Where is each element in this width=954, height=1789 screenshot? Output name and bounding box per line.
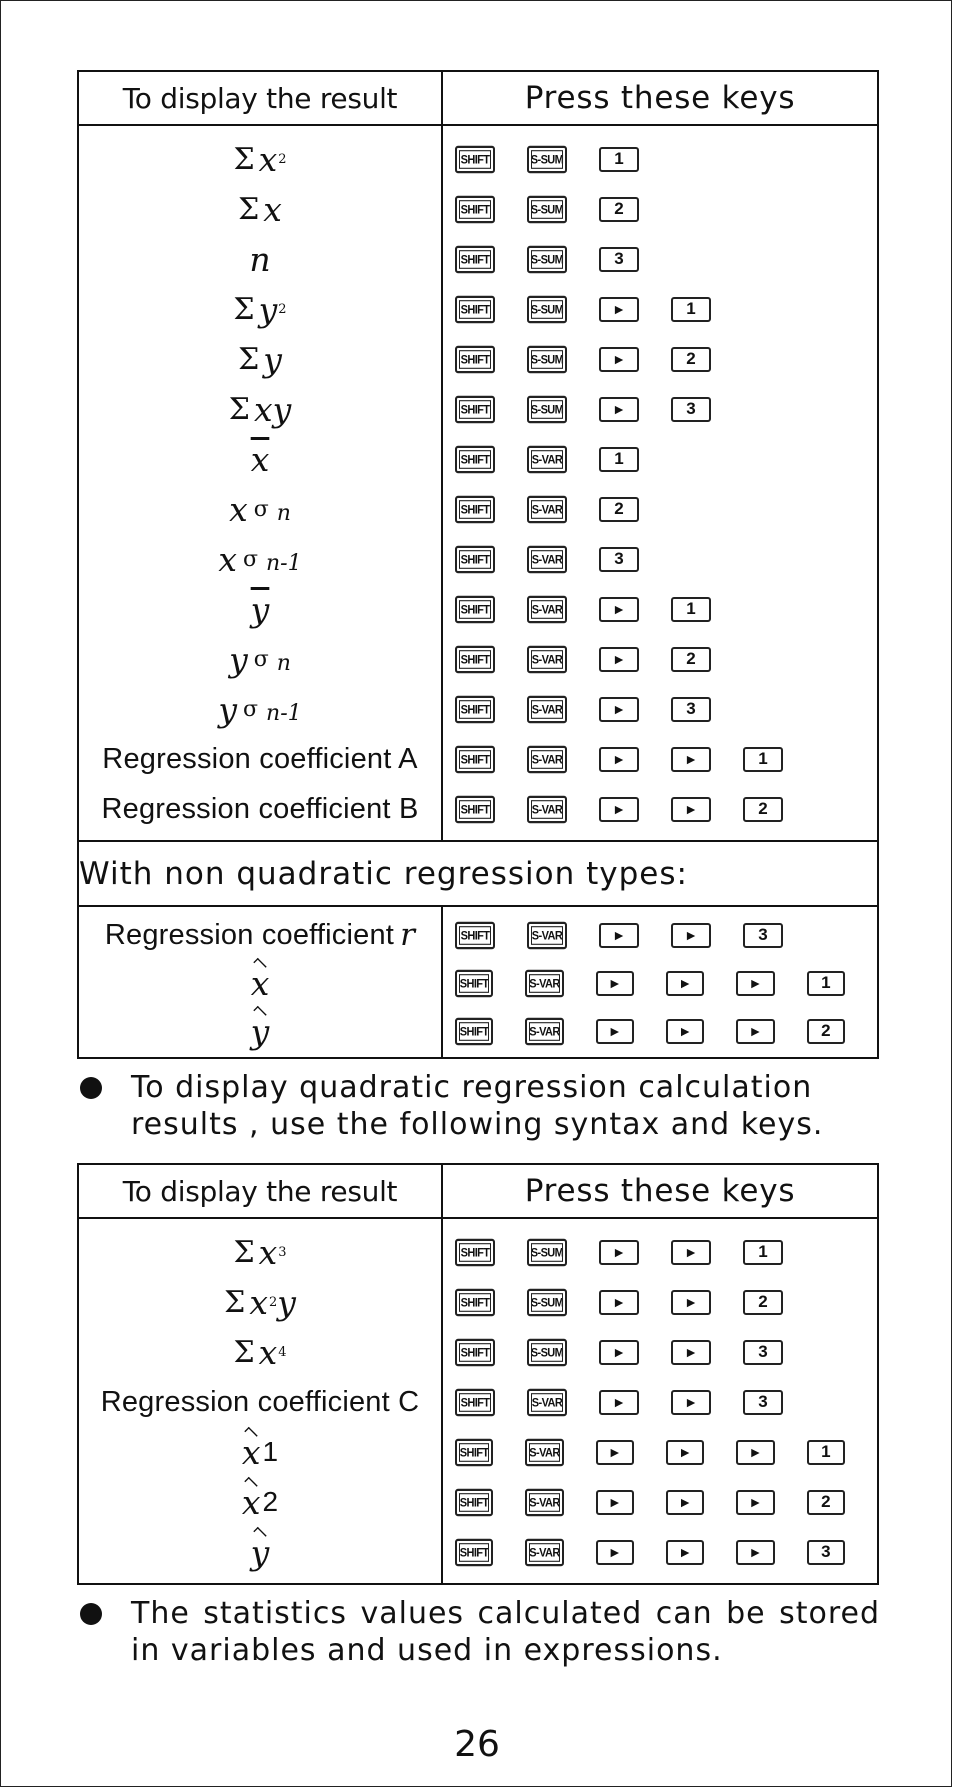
key-shift: SHIFT [455, 195, 495, 223]
key-sequence-row [443, 684, 877, 734]
key-s-var: S-VAR [525, 1438, 563, 1466]
key-s-sum: S-SUM [527, 195, 567, 223]
key-shift: SHIFT [455, 595, 495, 623]
key-right-arrow: ► [666, 971, 704, 996]
key-right-arrow: ► [596, 1490, 634, 1515]
keys-column [442, 125, 878, 841]
key-shift: SHIFT [455, 1017, 493, 1045]
key-right-arrow: ► [736, 1540, 774, 1565]
result-column-2 [78, 906, 442, 1058]
key-right-arrow: ► [599, 647, 639, 672]
key-2: 2 [807, 1490, 845, 1515]
key-shift: SHIFT [455, 1288, 495, 1316]
key-s-var: S-VAR [525, 969, 563, 997]
result-y-mean: $\overline{y}$ [250, 589, 270, 629]
key-3: 3 [599, 547, 639, 572]
result-column [78, 125, 442, 841]
key-s-var: S-VAR [525, 1488, 563, 1516]
key-s-var: S-VAR [527, 545, 567, 573]
key-right-arrow: ► [736, 1490, 774, 1515]
bullet-paragraph-1 [80, 1069, 880, 1143]
key-sequence-row [443, 911, 877, 959]
key-sequence-row [443, 184, 877, 234]
bullet-text-2: The statistics values calculated can be stored in variables and used in expressions. [131, 1596, 880, 1668]
key-s-sum: S-SUM [527, 145, 567, 173]
key-sequence-row [443, 1477, 877, 1527]
key-sequence-row [443, 134, 877, 184]
key-shift: SHIFT [455, 695, 495, 723]
key-sequence-row [443, 734, 877, 784]
key-shift: SHIFT [455, 445, 495, 473]
key-s-sum: S-SUM [527, 295, 567, 323]
key-right-arrow: ► [599, 747, 639, 772]
key-2: 2 [599, 197, 639, 222]
key-s-var: S-VAR [527, 595, 567, 623]
result-n: n [249, 239, 271, 279]
header-keys: Press these keys [442, 1164, 878, 1218]
regression-r-label: Regression coefficient [104, 918, 395, 951]
result-x-mean: $\overline{x}$ [250, 439, 270, 479]
key-shift: SHIFT [455, 1538, 493, 1566]
bullet-text-1: To display quadratic regression calculation results , use the following syntax and keys. [131, 1070, 824, 1142]
key-sequence-row [443, 784, 877, 834]
key-1: 1 [807, 971, 845, 996]
key-right-arrow: ► [596, 1440, 634, 1465]
key-2: 2 [743, 1290, 783, 1315]
key-s-sum: S-SUM [527, 395, 567, 423]
key-sequence-row [443, 1377, 877, 1427]
key-sequence-row [443, 959, 877, 1007]
result-column-3 [78, 1218, 442, 1584]
result-regression-b: Regression coefficient B [101, 792, 419, 825]
result-x-sigma-n-1: x σ n-1 [218, 539, 302, 579]
key-right-arrow: ► [599, 1340, 639, 1365]
key-shift: SHIFT [455, 545, 495, 573]
result-y-sigma-n-1: y σ n-1 [218, 689, 302, 729]
key-sequence-row [443, 1277, 877, 1327]
key-1: 1 [671, 597, 711, 622]
key-shift: SHIFT [455, 495, 495, 523]
key-right-arrow: ► [666, 1540, 704, 1565]
key-shift: SHIFT [455, 145, 495, 173]
key-right-arrow: ► [599, 397, 639, 422]
key-right-arrow: ► [736, 971, 774, 996]
key-right-arrow: ► [671, 1290, 711, 1315]
key-right-arrow: ► [671, 1240, 711, 1265]
key-right-arrow: ► [736, 1019, 774, 1044]
bullet-icon [80, 1077, 102, 1099]
result-sum-x-fourth: Σ x 4 [233, 1332, 287, 1372]
key-sequence-row [443, 284, 877, 334]
key-2: 2 [807, 1019, 845, 1044]
key-1: 1 [807, 1440, 845, 1465]
key-2: 2 [599, 497, 639, 522]
key-right-arrow: ► [666, 1490, 704, 1515]
key-sequence-row [443, 1527, 877, 1577]
key-right-arrow: ► [671, 923, 711, 948]
bullet-paragraph-2 [80, 1595, 880, 1669]
key-sequence-row [443, 634, 877, 684]
key-3: 3 [671, 697, 711, 722]
result-y-hat-2: y [250, 1532, 270, 1572]
key-right-arrow: ► [599, 597, 639, 622]
key-s-var: S-VAR [525, 1017, 563, 1045]
key-shift: SHIFT [455, 1388, 495, 1416]
key-shift: SHIFT [455, 645, 495, 673]
key-1: 1 [743, 747, 783, 772]
key-1: 1 [599, 447, 639, 472]
results-table-1 [77, 70, 879, 1059]
key-s-var: S-VAR [527, 695, 567, 723]
keys-column-2 [442, 906, 878, 1058]
regression-r-var: r [400, 917, 416, 953]
key-1: 1 [671, 297, 711, 322]
result-sum-xy: Σ xy [228, 389, 292, 429]
key-s-sum: S-SUM [527, 1338, 567, 1366]
key-s-var: S-VAR [527, 921, 567, 949]
key-s-var: S-VAR [527, 745, 567, 773]
key-shift: SHIFT [455, 921, 495, 949]
result-sum-y: Σ y [238, 339, 282, 379]
result-regression-a: Regression coefficient A [102, 742, 418, 775]
key-shift: SHIFT [455, 969, 493, 997]
results-table-2 [77, 1163, 879, 1585]
key-right-arrow: ► [596, 1540, 634, 1565]
key-right-arrow: ► [671, 797, 711, 822]
key-1: 1 [743, 1240, 783, 1265]
key-sequence-row [443, 1327, 877, 1377]
key-sequence-row [443, 234, 877, 284]
key-right-arrow: ► [736, 1440, 774, 1465]
key-shift: SHIFT [455, 1238, 495, 1266]
key-sequence-row [443, 534, 877, 584]
result-y-hat: y [250, 1011, 270, 1051]
key-sequence-row [443, 434, 877, 484]
key-s-var: S-VAR [527, 445, 567, 473]
key-right-arrow: ► [599, 797, 639, 822]
key-sequence-row [443, 1007, 877, 1055]
result-regression-c: Regression coefficient C [100, 1385, 420, 1418]
key-right-arrow: ► [599, 297, 639, 322]
result-x-sigma-n: x σ n [229, 489, 291, 529]
key-shift: SHIFT [455, 1338, 495, 1366]
result-sum-x-cubed: Σ x 3 [233, 1232, 287, 1272]
key-right-arrow: ► [599, 923, 639, 948]
key-right-arrow: ► [599, 1240, 639, 1265]
key-3: 3 [671, 397, 711, 422]
result-x-hat-1: x 1 [241, 1432, 279, 1472]
bullet-icon [80, 1603, 102, 1625]
key-right-arrow: ► [671, 1390, 711, 1415]
key-right-arrow: ► [596, 971, 634, 996]
key-shift: SHIFT [455, 745, 495, 773]
key-shift: SHIFT [455, 395, 495, 423]
key-3: 3 [743, 1390, 783, 1415]
key-sequence-row [443, 384, 877, 434]
header-result: To display the result [78, 71, 442, 125]
key-s-var: S-VAR [525, 1538, 563, 1566]
key-right-arrow: ► [596, 1019, 634, 1044]
section-heading-non-quadratic: With non quadratic regression types: [78, 841, 878, 906]
key-sequence-row [443, 334, 877, 384]
key-s-var: S-VAR [527, 495, 567, 523]
key-3: 3 [743, 1340, 783, 1365]
key-3: 3 [599, 247, 639, 272]
key-2: 2 [671, 347, 711, 372]
key-right-arrow: ► [599, 1390, 639, 1415]
result-x-hat-2: x 2 [241, 1482, 279, 1522]
key-right-arrow: ► [599, 347, 639, 372]
page-number: 26 [454, 1724, 500, 1765]
key-s-sum: S-SUM [527, 245, 567, 273]
result-sum-x-squared: Σ x 2 [233, 139, 287, 179]
key-shift: SHIFT [455, 345, 495, 373]
key-3: 3 [807, 1540, 845, 1565]
result-sum-y-squared: Σ y 2 [233, 289, 287, 329]
key-s-sum: S-SUM [527, 1288, 567, 1316]
key-sequence-row [443, 1427, 877, 1477]
result-y-sigma-n: y σ n [229, 639, 291, 679]
key-right-arrow: ► [671, 1340, 711, 1365]
key-s-var: S-VAR [527, 1388, 567, 1416]
key-sequence-row [443, 1227, 877, 1277]
key-right-arrow: ► [599, 697, 639, 722]
header-result: To display the result [78, 1164, 442, 1218]
key-shift: SHIFT [455, 245, 495, 273]
key-s-sum: S-SUM [527, 1238, 567, 1266]
key-shift: SHIFT [455, 1438, 493, 1466]
key-shift: SHIFT [455, 795, 495, 823]
x-hat-2-suffix: 2 [262, 1486, 279, 1517]
key-s-sum: S-SUM [527, 345, 567, 373]
key-sequence-row [443, 584, 877, 634]
key-shift: SHIFT [455, 1488, 493, 1516]
key-shift: SHIFT [455, 295, 495, 323]
key-right-arrow: ► [666, 1019, 704, 1044]
key-sequence-row [443, 484, 877, 534]
keys-column-3 [442, 1218, 878, 1584]
key-1: 1 [599, 147, 639, 172]
result-sum-x2y: Σ x 2 y [224, 1282, 296, 1322]
key-right-arrow: ► [666, 1440, 704, 1465]
key-s-var: S-VAR [527, 795, 567, 823]
result-x-hat: x [250, 963, 270, 1003]
x-hat-1-suffix: 1 [262, 1436, 279, 1467]
header-keys: Press these keys [442, 71, 878, 125]
result-sum-x: Σ x [238, 189, 282, 229]
key-2: 2 [671, 647, 711, 672]
key-right-arrow: ► [599, 1290, 639, 1315]
key-s-var: S-VAR [527, 645, 567, 673]
key-2: 2 [743, 797, 783, 822]
key-3: 3 [743, 923, 783, 948]
key-right-arrow: ► [671, 747, 711, 772]
result-regression-r [79, 911, 441, 959]
